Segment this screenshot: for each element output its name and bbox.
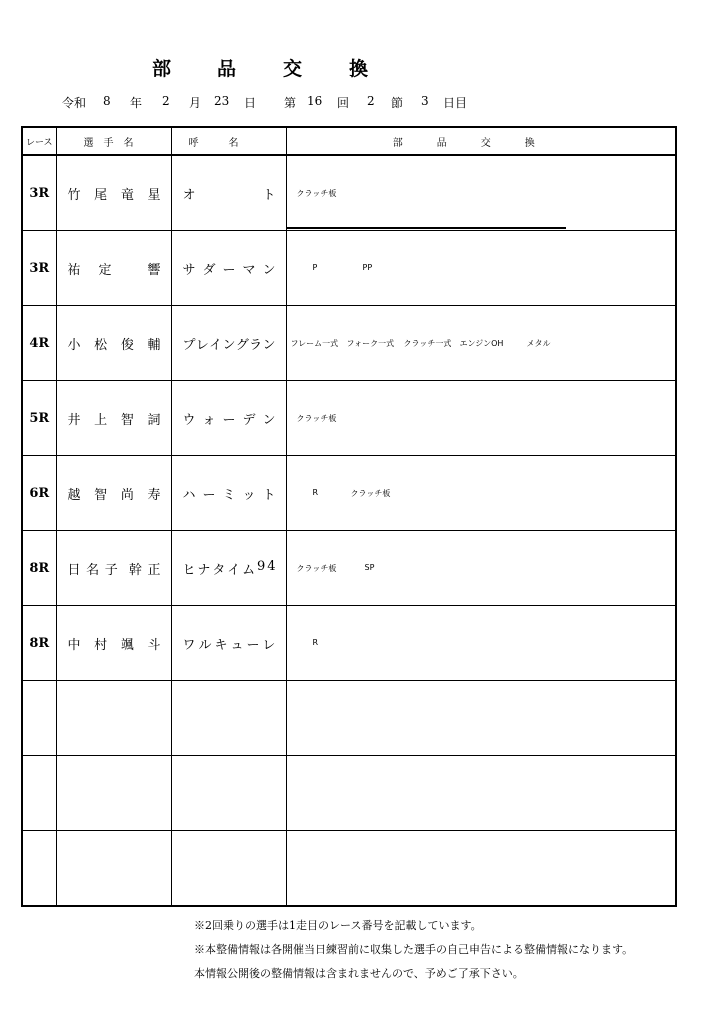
month-unit: 月 [189,96,202,110]
title-char: 部 [152,58,172,80]
nick-char: レ [262,637,276,653]
name-char: 斗 [147,637,161,653]
name-char: 村 [94,637,108,653]
empty-cell [171,831,286,907]
nick-char: ダ [202,262,216,278]
name-char: 上 [94,412,108,428]
nickname-cell [171,381,286,456]
part-item: SP [364,563,375,572]
name-char: 松 [94,337,108,353]
day-unit: 日 [244,96,257,110]
part-item: PP [362,263,373,272]
nick-char: マ [242,262,256,278]
header-row [22,127,676,155]
rider-name-cell [56,231,171,306]
part-item: P [312,263,318,272]
parts-exchange-table [21,126,677,907]
nickname-cell [171,456,286,531]
nick-char: ー [246,637,260,653]
name-char: 寿 [147,487,161,503]
nick-char: ン [262,337,276,353]
parts-cell [286,456,676,531]
empty-cell [286,756,676,831]
part-item: R [312,488,319,497]
nick-char: 9 [257,558,266,574]
year-unit: 年 [130,96,143,110]
empty-row [22,681,676,756]
name-char: 井 [67,412,81,428]
empty-cell [171,756,286,831]
title-char: 品 [217,58,237,80]
rider-name-cell [56,531,171,606]
nick-char: ウ [182,412,196,428]
name-char: 竜 [120,187,134,203]
nick-char: ォ [202,412,216,428]
divider-line [287,227,566,229]
name-char: 輔 [147,337,161,353]
name-char: 尚 [120,487,134,503]
name-char: 中 [67,637,81,653]
parts-cell [286,306,676,381]
nick-char: ト [262,487,276,503]
table-row [22,155,676,231]
title-char: 換 [349,58,369,80]
name-char: 越 [67,487,81,503]
date-line [0,94,720,112]
name-char: 祐 [67,262,81,278]
nick-char: ナ [197,562,211,578]
race-cell: 4R [22,306,56,381]
nick-char: オ [182,187,196,203]
parts-cell [286,606,676,681]
part-item: クラッチ板 [296,414,337,423]
race-cell: 8R [22,531,56,606]
parts-cell [286,531,676,606]
day-label: 日目 [443,96,468,110]
name-char: 俊 [120,337,134,353]
nick-char: ワ [182,637,196,653]
name-char: 幹 [128,562,142,578]
nick-char: イ [209,337,223,353]
nick-char: ハ [182,487,196,503]
nick-char: ー [202,487,216,503]
day: 23 [214,94,230,108]
nick-char: ヒ [182,562,196,578]
header-rider: 選手名 [56,127,171,155]
header-race: レース [22,127,56,155]
name-char: 正 [147,562,161,578]
table-row [22,456,676,531]
name-char: 小 [67,337,81,353]
nickname-cell [171,306,286,381]
nick-char: ッ [242,487,256,503]
rider-name-cell [56,306,171,381]
empty-row [22,756,676,831]
footnotes [194,918,633,990]
era: 令和 [62,96,87,110]
title-char: 交 [283,58,303,80]
part-item: フォーク一式 [346,339,395,348]
part-item: エンジンOH [459,339,504,348]
empty-cell [56,756,171,831]
nickname-cell [171,531,286,606]
empty-cell [286,681,676,756]
nick-char: グ [235,337,249,353]
nick-char: ン [262,412,276,428]
nick-char: ン [262,262,276,278]
name-char: 響 [147,262,161,278]
parts-cell [286,381,676,456]
nick-char: ュ [230,637,244,653]
nickname-cell [171,606,286,681]
parts-cell [286,155,676,231]
page-title [0,54,720,82]
header-nickname: 呼名 [171,127,286,155]
rider-name-cell [56,606,171,681]
race-cell: 6R [22,456,56,531]
nick-char: プ [182,337,196,353]
kai: 回 [337,96,350,110]
part-item: フレーム一式 [290,339,339,348]
nick-char: ラ [249,337,263,353]
name-char: 智 [120,412,134,428]
nick-char: タ [212,562,226,578]
part-item: R [312,638,319,647]
rider-name-cell [56,381,171,456]
name-char: 詞 [147,412,161,428]
nick-char: レ [195,337,209,353]
table-row [22,381,676,456]
empty-cell [286,831,676,907]
nickname-cell [171,155,286,231]
setsu-number: 2 [367,94,375,108]
name-char: 名 [86,562,100,578]
footnote: 本情報公開後の整備情報は含まれませんので、予めご了承下さい。 [194,967,524,980]
table-row [22,306,676,381]
nick-char: 4 [267,558,276,574]
nick-char: ン [222,337,236,353]
name-char: 竹 [67,187,81,203]
part-item: クラッチ板 [350,489,391,498]
name-char: 星 [147,187,161,203]
part-item: クラッチ一式 [403,339,452,348]
nick-char: ー [222,412,236,428]
nick-char: キ [214,637,228,653]
nick-char: イ [227,562,241,578]
empty-row [22,831,676,907]
nick-char: ル [198,637,212,653]
kai-number: 16 [307,94,323,108]
name-char: 智 [94,487,108,503]
part-item: クラッチ板 [296,564,337,573]
setsu: 節 [391,96,404,110]
empty-cell [171,681,286,756]
name-char: 定 [98,262,112,278]
rider-name-cell [56,456,171,531]
table-row [22,231,676,306]
race-cell: 5R [22,381,56,456]
empty-cell [56,681,171,756]
name-char: 子 [104,562,118,578]
nick-char: ム [242,562,256,578]
part-item: メタル [526,339,551,348]
race-cell: 8R [22,606,56,681]
name-char: 日 [67,562,81,578]
day-number: 3 [421,94,429,108]
nick-char: サ [182,262,196,278]
race-cell: 3R [22,231,56,306]
year: 8 [103,94,111,108]
parts-cell [286,231,676,306]
footnote: ※本整備情報は各開催当日練習前に収集した選手の自己申告による整備情報になります。 [194,943,634,956]
nick-char: ト [262,187,276,203]
table-row [22,606,676,681]
nick-char: デ [242,412,256,428]
part-item: クラッチ板 [296,189,337,198]
nick-char: ー [222,262,236,278]
footnote: ※2回乗りの選手は1走目のレース番号を記載しています。 [194,919,482,932]
empty-cell [22,756,56,831]
table-row [22,531,676,606]
name-char: 颯 [120,637,134,653]
rider-name-cell [56,155,171,231]
nick-char: ミ [222,487,236,503]
name-char: 尾 [94,187,108,203]
nickname-cell [171,231,286,306]
empty-cell [22,681,56,756]
race-cell: 3R [22,155,56,231]
empty-cell [22,831,56,907]
empty-cell [56,831,171,907]
dai: 第 [284,96,297,110]
month: 2 [162,94,170,108]
header-parts: 部品交換 [286,127,676,155]
